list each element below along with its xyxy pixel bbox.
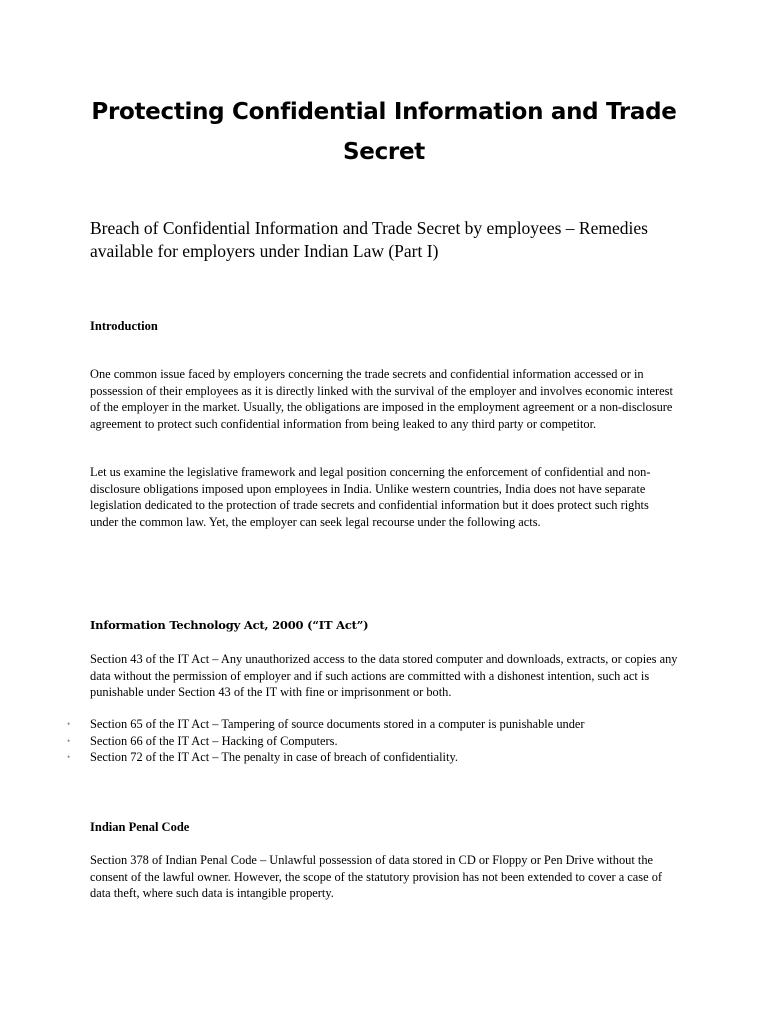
list-item-text: Section 66 of the IT Act – Hacking of Computers. bbox=[90, 733, 338, 748]
list-item-text: Section 65 of the IT Act – Tampering of source documents stored in a computer is punishable under bbox=[90, 717, 585, 731]
document-title: Protecting Confidential Information and Trade Secret bbox=[91, 99, 677, 165]
document-subtitle: Breach of Confidential Information and Trade Secret by employees – Remedies available for employers under Indian Law (Part I) bbox=[90, 218, 648, 261]
introduction-paragraph-2: Let us examine the legislative framework and legal position concerning the enforcement of confidential and non-disclosure obligations imposed upon employees in India. Unlike western countries, India does not have separate legislation dedicated to the protection of trade secrets and confidential information but it does protect such rights under the common law. Yet, the employer can seek legal recourse under the following acts. bbox=[90, 465, 651, 529]
list-item bbox=[60, 749, 585, 766]
bullet-icon: • bbox=[67, 735, 71, 746]
list-item bbox=[60, 716, 585, 733]
bullet-icon: • bbox=[67, 752, 71, 762]
introduction-heading: Introduction bbox=[90, 319, 158, 333]
list-item-text: Section 72 of the IT Act – The penalty in case of breach of confidentiality. bbox=[90, 750, 458, 764]
it-act-bullet-list bbox=[60, 716, 585, 766]
introduction-paragraph-1: One common issue faced by employers concerning the trade secrets and confidential information accessed or in possession of their employees as it is directly linked with the survival of the employer and involves economic interest of the employer in the market. Usually, the obligations are imposed in the employment agreement or a non-disclosure agreement to protect such confidential information from being leaked to any third party or competitor. bbox=[90, 367, 673, 431]
ipc-heading: Indian Penal Code bbox=[90, 820, 190, 834]
it-act-paragraph: Section 43 of the IT Act – Any unauthorized access to the data stored computer and downloads, extracts, or copies any data without the permission of employer and if such actions are committed with a dishonest intention, such act is punishable under Section 43 of the IT with fine or imprisonment or both. bbox=[90, 652, 678, 699]
it-act-heading: Information Technology Act, 2000 (“IT Act”) bbox=[90, 618, 369, 632]
ipc-paragraph: Section 378 of Indian Penal Code – Unlawful possession of data stored in CD or Floppy or Pen Drive without the consent of the lawful owner. However, the scope of the statutory provision has not been extended to cover a case of data theft, where such data is intangible property. bbox=[90, 853, 663, 900]
bullet-icon: • bbox=[67, 719, 71, 729]
list-item bbox=[60, 733, 585, 750]
